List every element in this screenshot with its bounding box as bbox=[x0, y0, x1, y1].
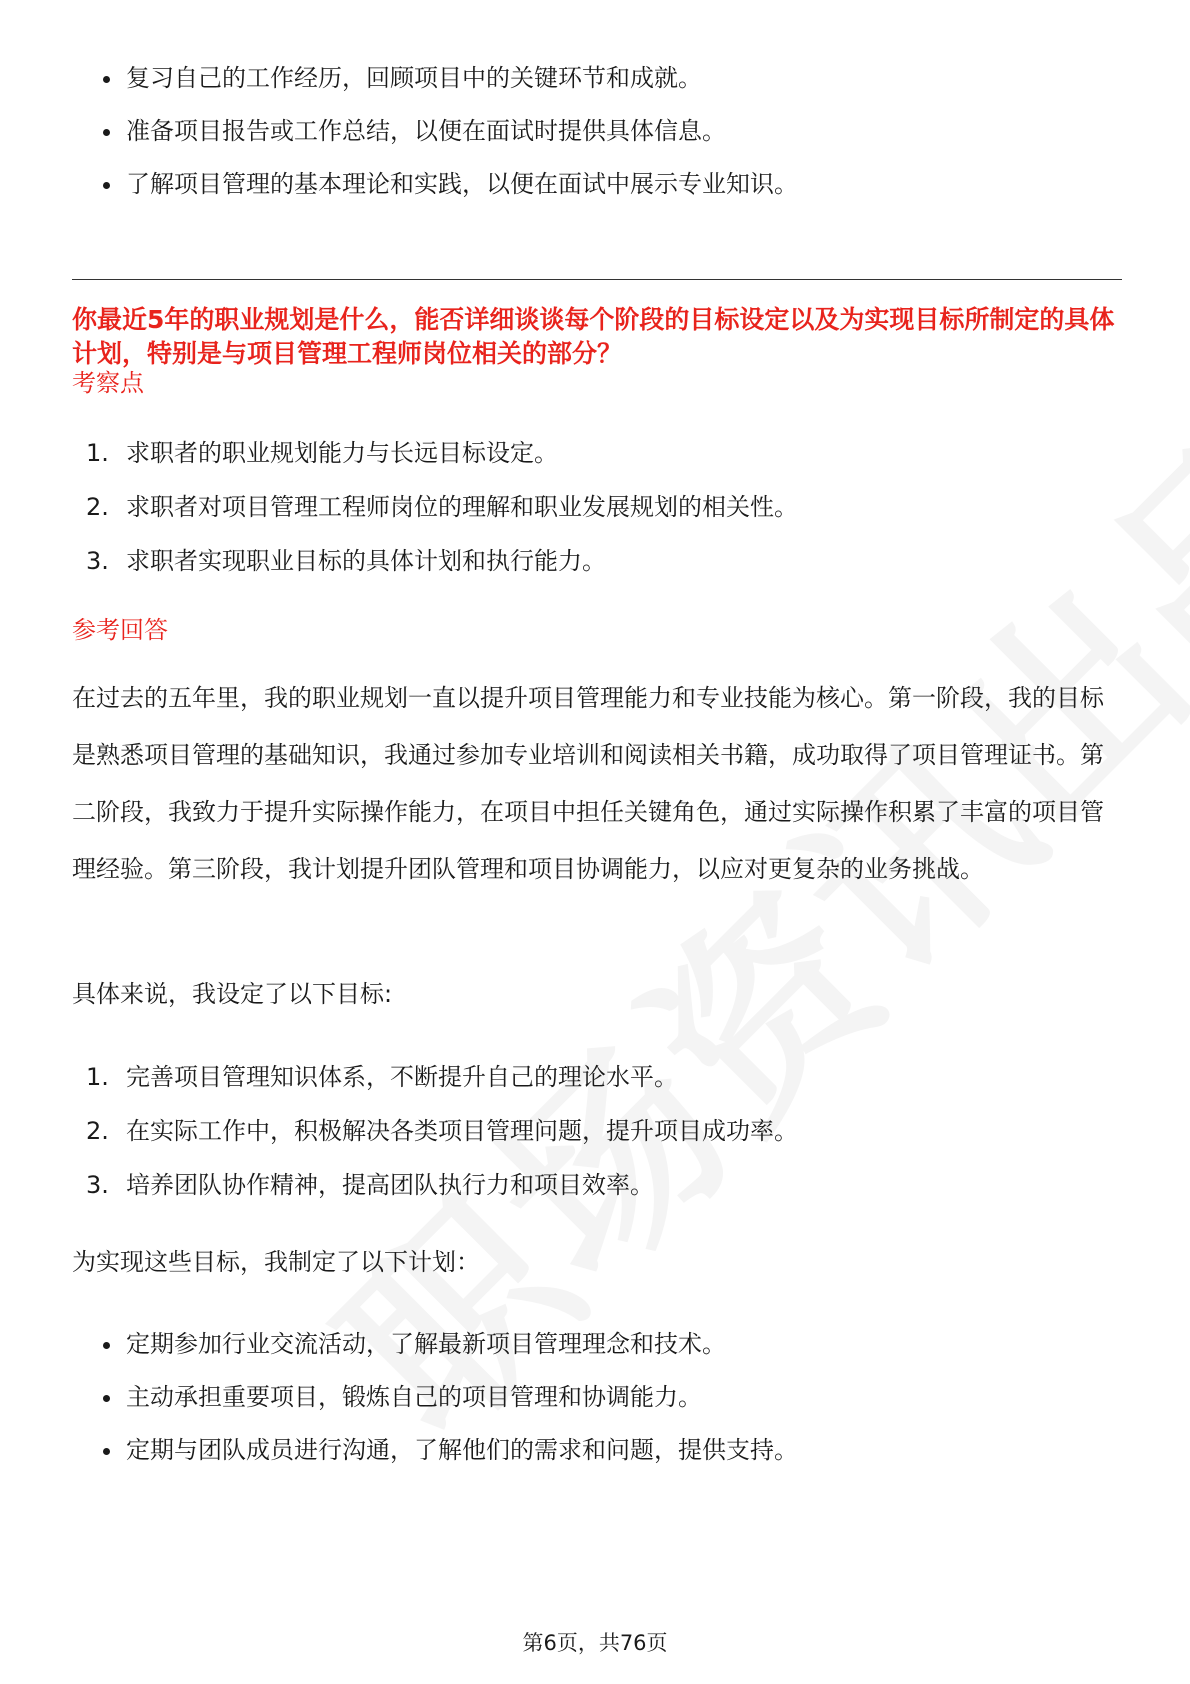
bullet-icon bbox=[103, 1342, 110, 1349]
page-number: 第6页，共76页 bbox=[522, 1631, 668, 1655]
section-divider bbox=[72, 279, 1122, 280]
list-item: 定期参加行业交流活动，了解最新项目管理理念和技术。 bbox=[72, 1329, 798, 1359]
list-item: 3. 求职者实现职业目标的具体计划和执行能力。 bbox=[86, 547, 606, 575]
list-item: 2. 求职者对项目管理工程师岗位的理解和职业发展规划的相关性。 bbox=[86, 493, 798, 521]
list-item: 2. 在实际工作中，积极解决各类项目管理问题，提升项目成功率。 bbox=[86, 1117, 798, 1145]
answer-paragraph: 在过去的五年里，我的职业规划一直以提升项目管理能力和专业技能为核心。第一阶段，我的目标是熟悉项目管理的基础知识，我通过参加专业培训和阅读相关书籍，成功取得了项目管理证书。第二阶段，我致力于提升实际操作能力，在项目中担任关键角色，通过实际操作积累了丰富的项目管理经验。第三阶段，我计划提升团队管理和项目协调能力，以应对更复杂的业务挑战。 bbox=[72, 684, 1104, 883]
list-item: 准备项目报告或工作总结，以便在面试时提供具体信息。 bbox=[72, 116, 798, 146]
bullet-icon bbox=[103, 1448, 110, 1455]
list-item: 主动承担重要项目，锻炼自己的项目管理和协调能力。 bbox=[72, 1382, 798, 1412]
bullet-icon bbox=[103, 1395, 110, 1402]
plans-intro: 为实现这些目标，我制定了以下计划： bbox=[72, 1248, 480, 1276]
goals-intro: 具体来说，我设定了以下目标: bbox=[72, 980, 393, 1008]
focus-list bbox=[72, 438, 798, 576]
list-item: 了解项目管理的基本理论和实践，以便在面试中展示专业知识。 bbox=[72, 169, 798, 199]
list-item: 定期与团队成员进行沟通，了解他们的需求和问题，提供支持。 bbox=[72, 1435, 798, 1465]
list-item: 1. 完善项目管理知识体系，不断提升自己的理论水平。 bbox=[86, 1063, 678, 1091]
document-page bbox=[72, 0, 1122, 1684]
bullet-icon bbox=[103, 129, 110, 136]
list-item: 1. 求职者的职业规划能力与长远目标设定。 bbox=[86, 439, 558, 467]
focus-heading: 考察点 bbox=[72, 369, 144, 397]
bullet-icon bbox=[103, 76, 110, 83]
plans-list bbox=[72, 1329, 798, 1465]
question-heading: 你最近5年的职业规划是什么，能否详细谈谈每个阶段的目标设定以及为实现目标所制定的具体计划，特别是与项目管理工程师岗位相关的部分？ bbox=[72, 305, 1115, 368]
list-item: 3. 培养团队协作精神，提高团队执行力和项目效率。 bbox=[86, 1171, 654, 1199]
top-bullet-list bbox=[72, 63, 798, 199]
goals-list bbox=[72, 1062, 798, 1200]
list-item: 复习自己的工作经历，回顾项目中的关键环节和成就。 bbox=[72, 63, 798, 93]
bullet-icon bbox=[103, 182, 110, 189]
answer-heading: 参考回答 bbox=[72, 616, 168, 644]
